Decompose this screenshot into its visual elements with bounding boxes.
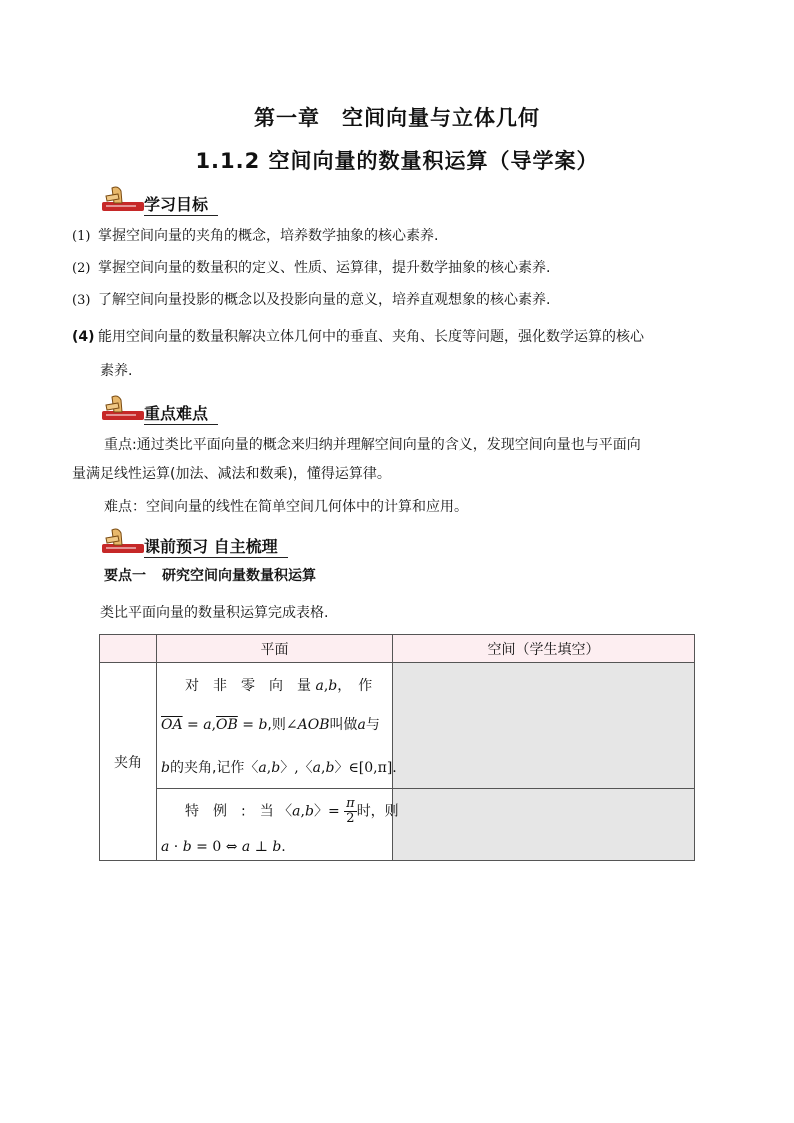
goal-item-2: (2) 掌握空间向量的数量积的定义、性质、运算律，提升数学抽象的核心素养.: [72, 260, 551, 276]
preview-heading: 课前预习 自主梳理: [144, 537, 288, 558]
cell-special-space-blank[interactable]: [393, 789, 695, 861]
pencil-hand-icon: [100, 526, 148, 558]
pencil-hand-icon: [100, 184, 148, 216]
goal-item-4-cont: 素养.: [100, 363, 133, 379]
difficulty-line: 难点：空间向量的线性在简单空间几何体中的计算和应用。: [104, 499, 468, 515]
table-header-space: 空间（学生填空）: [393, 635, 695, 663]
comparison-table: [99, 634, 695, 861]
pi-over-two-fraction: $\frac{\pi}{2}$: [346, 796, 355, 826]
cell-angle-definition: [157, 663, 397, 789]
point-subheading: 要点一 研究空间向量数量积运算: [104, 568, 316, 584]
chapter-title: 第一章 空间向量与立体几何: [254, 106, 540, 130]
cell-angle-special-case: [157, 789, 399, 861]
angle-def-line-2: $\overline{OA} = a,\overline{OB} = b$,则∠AOB叫做a与: [161, 717, 380, 733]
cell-angle-space-blank[interactable]: [393, 663, 695, 789]
key-points-heading: 重点难点: [144, 404, 218, 425]
goal-item-4: (4) 能用空间向量的数量积解决立体几何中的垂直、夹角、长度等问题，强化数学运算的核心: [72, 329, 644, 345]
lesson-title: 1.1.2 空间向量的数量积运算（导学案）: [195, 149, 599, 173]
row-label-angle: 夹角: [100, 663, 157, 861]
goals-heading: 学习目标: [144, 195, 218, 216]
special-case-line-2: a · b = 0 ⇔ a ⊥ b.: [161, 839, 286, 855]
angle-def-line-1: 对 非 零 向 量 a,b， 作: [185, 678, 373, 694]
goal-item-3: (3) 了解空间向量投影的概念以及投影向量的意义，培养直观想象的核心素养.: [72, 292, 551, 308]
key-point-line-1: 重点:通过类比平面向量的概念来归纳并理解空间向量的含义，发现空间向量也与平面向: [104, 437, 641, 453]
key-point-line-2: 量满足线性运算(加法、减法和数乘)，懂得运算律。: [72, 466, 391, 482]
pencil-hand-icon: [100, 393, 148, 425]
angle-def-line-3: b的夹角,记作〈a,b〉,〈a,b〉∈[0,π].: [161, 760, 397, 776]
goal-item-1: (1) 掌握空间向量的夹角的概念，培养数学抽象的核心素养.: [72, 228, 439, 244]
table-header-plane: 平面: [157, 635, 393, 663]
table-intro: 类比平面向量的数量积运算完成表格.: [100, 605, 329, 621]
special-case-line-1: 特 例 : 当 〈a,b〉= $\frac{\pi}{2}$ 时，则: [185, 796, 399, 826]
table-header-blank: [100, 635, 157, 663]
